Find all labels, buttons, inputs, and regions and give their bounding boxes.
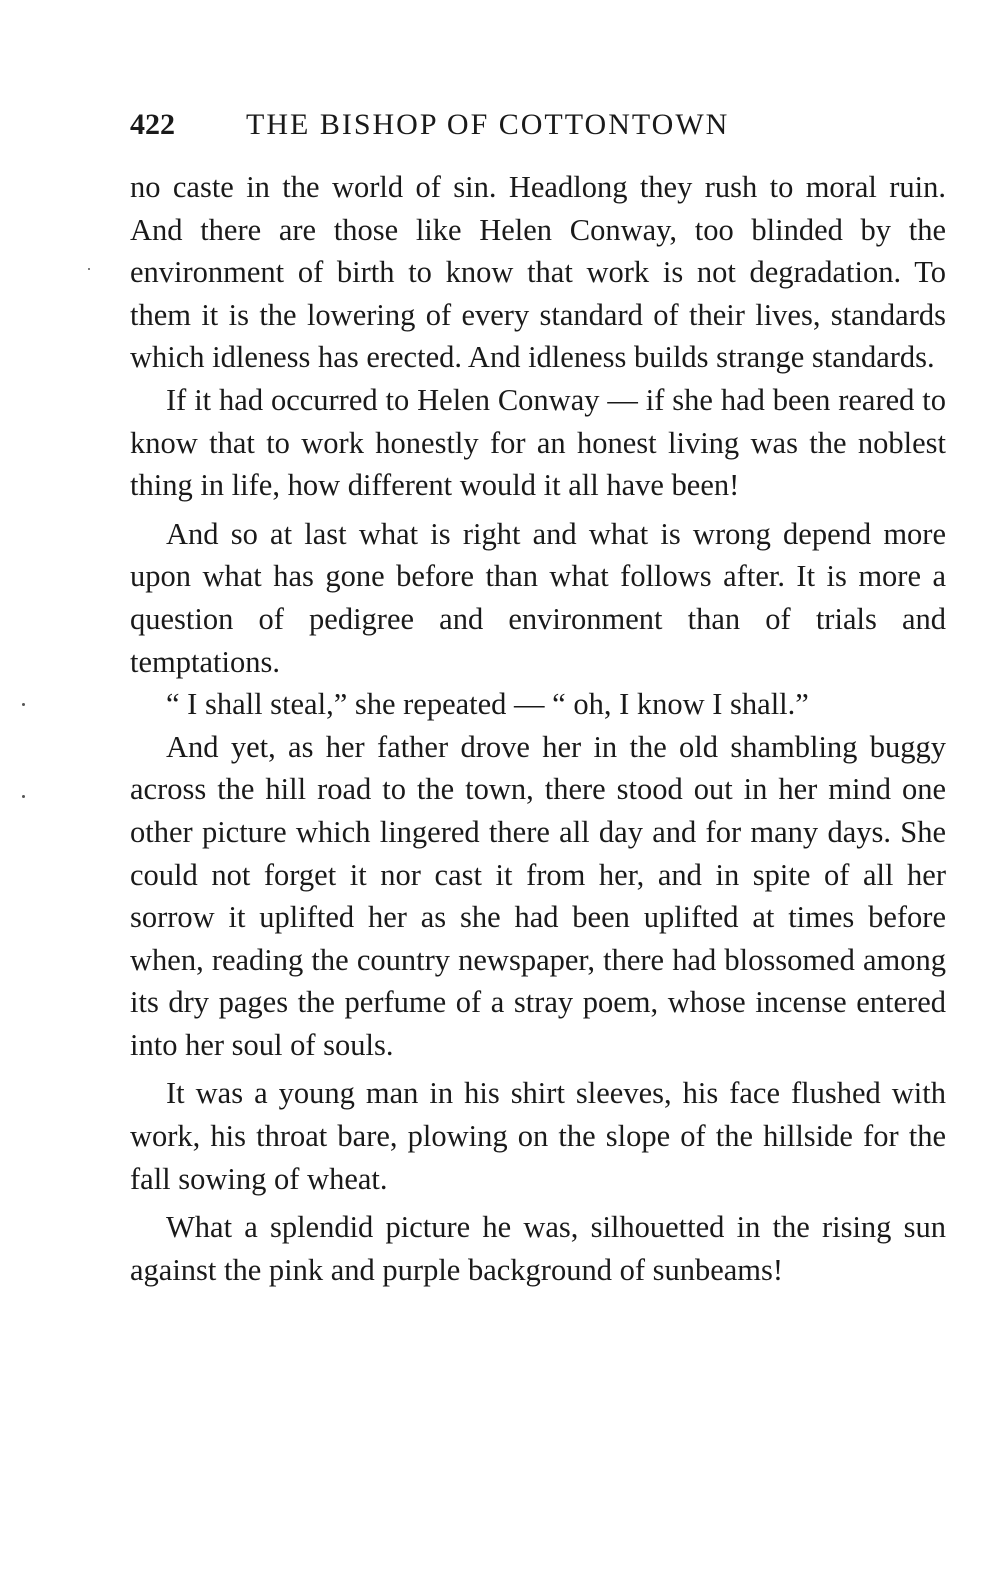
- running-header: [130, 108, 946, 152]
- paragraph: “ I shall steal,” she repeated — “ oh, I know I shall.”: [166, 687, 809, 722]
- book-title: THE BISHOP OF COTTONTOWN: [246, 108, 730, 141]
- paper-speck: [22, 703, 25, 706]
- paragraph: no caste in the world of sin. Headlong they rush to moral ruin. And there are those like Helen Conway, too blinded by the environment of birth to know that work is not degradation. To them it is the lowering of every standard of their lives, standards which idleness has erected. And idleness builds strange standards.: [130, 170, 946, 375]
- paper-speck: [88, 268, 90, 270]
- paper-speck: [22, 795, 25, 798]
- paragraph: It was a young man in his shirt sleeves, his face flushed with work, his throat bare, plowing on the slope of the hillside for the fall sowing of wheat.: [130, 1076, 946, 1196]
- paragraph: If it had occurred to Helen Conway — if she had been reared to know that to work honestly for an honest living was the noblest thing in life, how different would it all have been!: [130, 382, 946, 503]
- page-number: 422: [130, 108, 175, 141]
- paragraph: And yet, as her father drove her in the old shambling buggy across the hill road to the town, there stood out in her mind one other picture which lingered there all day and for many days. She could not forget it nor cast it from her, and in spite of all her sorrow it uplifted her as she had been uplifted at times before when, reading the country newspaper, there had blossomed among its dry pages the perfume of a stray poem, whose incense entered into her soul of souls.: [130, 729, 946, 1062]
- body-text: [130, 166, 946, 1291]
- book-page: [130, 108, 946, 1291]
- paragraph: What a splendid picture he was, silhouetted in the rising sun against the pink and purple background of sunbeams!: [130, 1210, 946, 1287]
- paragraph: And so at last what is right and what is wrong depend more upon what has gone before than what follows after. It is more a question of pedigree and environment than of trials and temptations.: [130, 516, 946, 679]
